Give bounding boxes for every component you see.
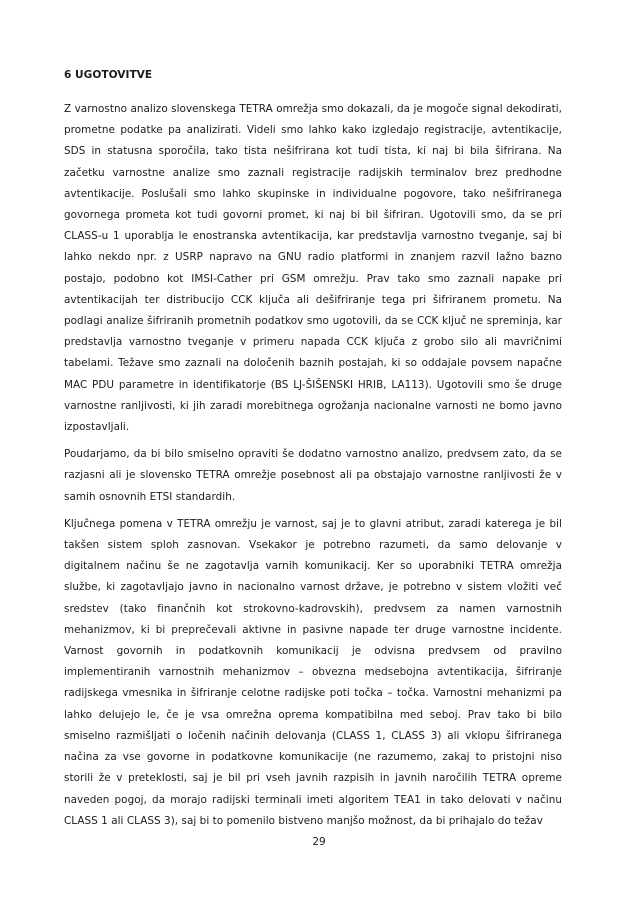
paragraph-findings: Z varnostno analizo slovenskega TETRA omrežja smo dokazali, da je mogoče signal dekodirati, prometne podatke pa analizirati. Videli smo lahko kako izgledajo registracije, avtentikacije, SDS in statusna sporočila, tako tista nešifrirana kot tudi tista, ki naj bi bila šifrirana. Na začetku varnostne analize smo zaznali registracije radijskih terminalov brez predhodne avtentikacije. Poslušali smo lahko skupinske in individualne pogovore, tako nešifriranega govornega prometa kot tudi govorni promet, ki naj bi bil šifriran. Ugotovili smo, da se pri CLASS-u 1 uporablja le enostranska avtentikacija, kar predstavlja varnostno tveganje, saj bi lahko nekdo npr. z USRP napravo na GNU radio platformi in znanjem razvil lažno bazno postajo, podobno kot IMSI-Cather pri GSM omrežju. Prav tako smo zaznali napake pri avtentikacijah ter distribucijo CCK ključa ali dešifriranje tega pri šifriranem prometu. Na podlagi analize šifriranih prometnih podatkov smo ugotovili, da se CCK ključ ne spreminja, kar predstavlja varnostno tveganje v primeru napada CCK ključa z grobo silo ali mavričnimi tabelami. Težave smo zaznali na določenih baznih postajah, ki so oddajale povsem napačne MAC PDU parametre in identifikatorje (BS LJ-ŠIŠENSKI HRIB, LA113). Ugotovili smo še druge varnostne ranljivosti, ki jih zaradi morebitnega ogrožanja nacionalne varnosti ne bomo javno izpostavljali.	[64, 103, 562, 434]
page-number: 29	[312, 836, 326, 848]
section-heading: 6 UGOTOVITVE	[64, 69, 153, 81]
paragraph-security-importance: Ključnega pomena v TETRA omrežju je varnost, saj je to glavni atribut, zaradi katerega je bil takšen sistem sploh zasnovan. Vsekakor je potrebno razumeti, da samo delovanje v digitalnem načinu še ne zagotavlja varnih komunikacij. Ker so uporabniki TETRA omrežja službe, ki zagotavljajo javno in nacionalno varnost države, je potrebno v sistem vložiti več sredstev (tako finančnih kot strokovno-kadrovskih), predvsem za namen varnostnih mehanizmov, ki bi preprečevali aktivne in pasivne napade ter druge varnostne incidente. Varnost govornih in podatkovnih komunikacij je odvisna predvsem od pravilno implementiranih varnostnih mehanizmov – obvezna medsebojna avtentikacija, šifriranje radijskega vmesnika in šifriranje celotne radijske poti točka – točka. Varnostni mehanizmi pa lahko delujejo le, če je vsa omrežna oprema kompatibilna med seboj. Prav tako bi bilo smiselno razmišljati o ločenih načinih delovanja (CLASS 1, CLASS 3) ali vklopu šifriranega načina za vse govorne in podatkovne komunikacije (ne razumemo, zakaj to pristojni niso storili že v preteklosti, saj je bil pri vseh javnih razpisih in javnih naročilih TETRA opreme naveden pogoj, da morajo radijski terminali imeti algoritem TEA1 in tako delovati v načinu CLASS 1 ali CLASS 3), saj bi to pomenilo bistveno manjšo možnost, da bi prihajalo do težav	[64, 517, 562, 827]
page-content	[64, 68, 562, 838]
paragraph-recommendation: Poudarjamo, da bi bilo smiselno opraviti še dodatno varnostno analizo, predvsem zato, da se razjasni ali je slovensko TETRA omrežje posebnost ali pa obstajajo varnostne ranljivosti že v samih osnovnih ETSI standardih.	[64, 448, 562, 503]
